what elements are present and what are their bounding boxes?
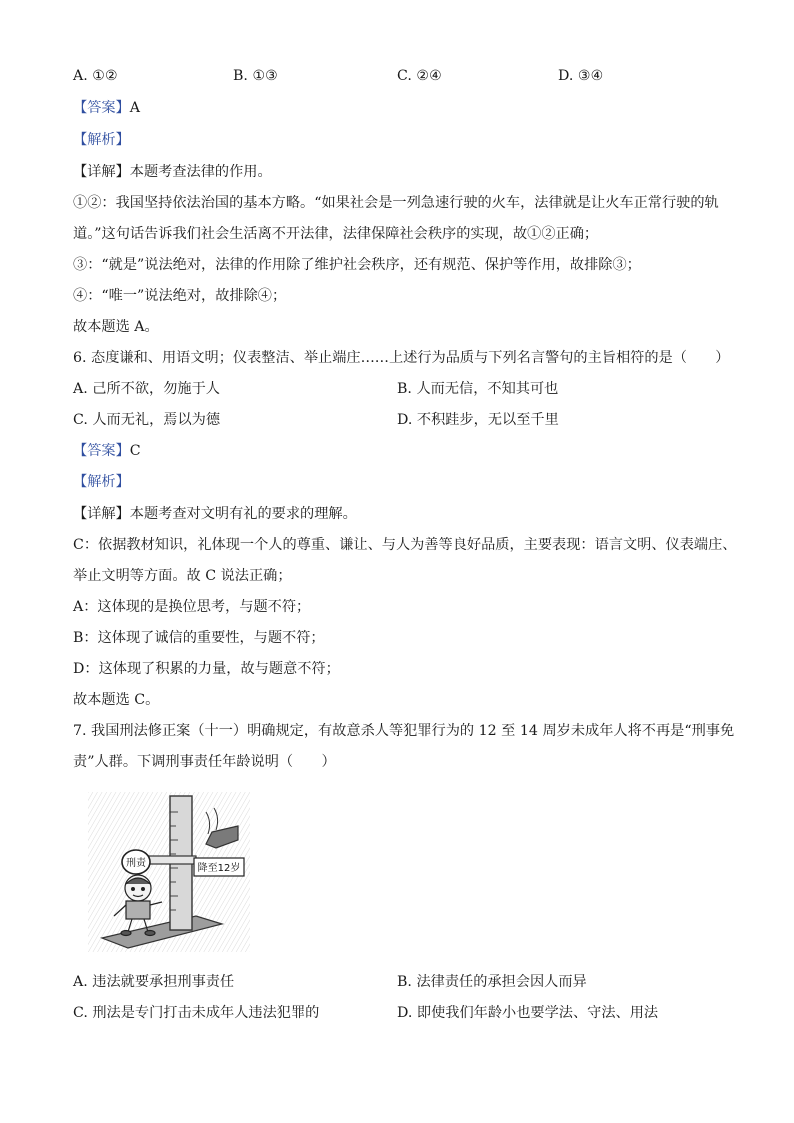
bubble-label: 刑责 [126, 858, 146, 869]
q5-explanation-line: ③：“就是”说法绝对，法律的作用除了维护社会秩序，还有规范、保护等作用，故排除③； [73, 257, 641, 273]
q6-explanation-line: A：这体现的是换位思考，与题不符； [73, 599, 311, 615]
age-tag-label: 降至12岁 [197, 863, 241, 874]
answer-tag: 【答案】 [73, 100, 130, 116]
q5-option-a: A. ①② [73, 68, 118, 84]
q6-answer [73, 441, 141, 461]
q6-option-d: D. 不积跬步，无以至千里 [397, 412, 559, 428]
q6-option-b: B. 人而无信，不知其可也 [397, 381, 559, 397]
q6-analysis-tag [73, 472, 130, 492]
q7-option-a: A. 违法就要承担刑事责任 [73, 974, 235, 990]
q5-option-b: B. ①③ [233, 68, 278, 84]
q5-explanation-line: ④：“唯一”说法绝对，故排除④； [73, 288, 287, 304]
answer-value: A [129, 100, 141, 116]
q5-detail [73, 162, 272, 182]
analysis-tag: 【解析】 [73, 132, 130, 148]
q6-explanation-line: C：依据教材知识，礼体现一个人的尊重、谦让、与人为善等良好品质，主要表现：语言文明、仪表端庄、 [73, 537, 737, 553]
q5-conclusion: 故本题选 A。 [73, 319, 159, 335]
q7-option-d: D. 即使我们年龄小也要学法、守法、用法 [397, 1005, 659, 1021]
q5-option-d: D. ③④ [558, 68, 604, 84]
q5-explanation-line: 道。”这句话告诉我们社会生活离不开法律，法律保障社会秩序的实现，故①②正确； [73, 226, 599, 242]
q7-stem-line: 7. 我国刑法修正案（十一）明确规定，有故意杀人等犯罪行为的 12 至 14 周岁未成年人将不再是“刑事免 [73, 723, 735, 739]
q5-answer [73, 98, 140, 118]
q6-explanation-line: 举止文明等方面。故 C 说法正确； [73, 568, 292, 584]
q6-explanation-line: B：这体现了诚信的重要性，与题不符； [73, 630, 325, 646]
detail-tag: 【详解】 [73, 506, 130, 522]
detail-text: 本题考查对文明有礼的要求的理解。 [129, 506, 357, 522]
answer-tag: 【答案】 [73, 443, 130, 459]
q6-detail [73, 504, 357, 524]
q5-option-c: C. ②④ [397, 68, 442, 84]
q7-option-b: B. 法律责任的承担会因人而异 [397, 974, 587, 990]
answer-value: C [129, 443, 141, 459]
detail-tag: 【详解】 [73, 164, 130, 180]
q6-stem: 6. 态度谦和、用语文明；仪表整洁、举止端庄……上述行为品质与下列名言警句的主旨相符的是（ ） [73, 350, 730, 366]
q6-explanation-line: D：这体现了积累的力量，故与题意不符； [73, 661, 340, 677]
detail-text: 本题考查法律的作用。 [129, 164, 272, 180]
q7-stem-line: 责”人群。下调刑事责任年龄说明（ ） [73, 754, 336, 770]
q6-option-a: A. 己所不欲，勿施于人 [73, 381, 220, 397]
q6-option-c: C. 人而无礼，焉以为德 [73, 412, 221, 428]
q7-option-c: C. 刑法是专门打击未成年人违法犯罪的 [73, 1005, 320, 1021]
cartoon-illustration [88, 792, 250, 952]
q6-conclusion: 故本题选 C。 [73, 692, 160, 708]
analysis-tag: 【解析】 [73, 474, 130, 490]
q5-analysis-tag [73, 130, 130, 150]
q5-explanation-line: ①②：我国坚持依法治国的基本方略。“如果社会是一列急速行驶的火车，法律就是让火车正常行驶的轨 [73, 195, 719, 211]
